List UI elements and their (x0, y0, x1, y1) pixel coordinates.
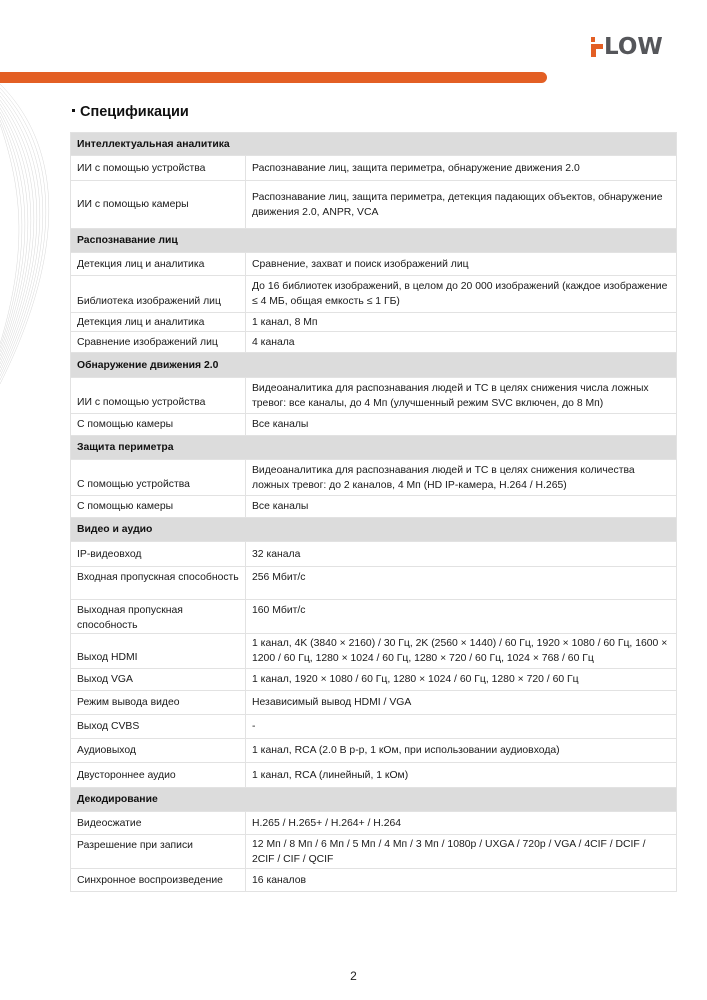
table-group-header (71, 788, 677, 812)
spec-label: Выходная пропускная способность (71, 600, 246, 634)
table-row (71, 313, 677, 332)
spec-label: Детекция лиц и аналитика (71, 253, 246, 276)
spec-label: Аудиовыход (71, 739, 246, 763)
spec-value: Все каналы (246, 496, 677, 518)
spec-value: 1 канал, 1920 × 1080 / 60 Гц, 1280 × 1024 / 60 Гц, 1280 × 720 / 60 Гц (246, 669, 677, 691)
table-group-header (71, 353, 677, 378)
table-row (71, 378, 677, 414)
spec-label: Синхронное воспроизведение (71, 869, 246, 892)
spec-value: 160 Мбит/с (246, 600, 677, 634)
table-row (71, 496, 677, 518)
spec-label: Разрешение при записи (71, 835, 246, 869)
table-row (71, 715, 677, 739)
spec-label: Выход VGA (71, 669, 246, 691)
spec-label: Выход CVBS (71, 715, 246, 739)
table-row (71, 812, 677, 835)
spec-value: 1 канал, 8 Мп (246, 313, 677, 332)
table-row (71, 181, 677, 229)
table-group-header (71, 133, 677, 156)
spec-value: 32 канала (246, 542, 677, 567)
table-row (71, 156, 677, 181)
spec-value: Все каналы (246, 414, 677, 436)
table-row (71, 414, 677, 436)
logo-f-mark-icon (591, 37, 603, 57)
spec-value: 16 каналов (246, 869, 677, 892)
logo-wordmark: LOW (604, 34, 663, 60)
header-accent-bar (0, 72, 547, 83)
table-row (71, 669, 677, 691)
spec-label: IP-видеовход (71, 542, 246, 567)
bullet-icon (72, 109, 75, 112)
table-row (71, 739, 677, 763)
spec-label: Режим вывода видео (71, 691, 246, 715)
spec-label: Входная пропускная способность (71, 567, 246, 600)
table-row (71, 763, 677, 788)
group-title: Видео и аудио (71, 518, 677, 542)
spec-value: 12 Мп / 8 Мп / 6 Мп / 5 Мп / 4 Мп / 3 Мп / 1080p / UXGA / 720p / VGA / 4CIF / DCIF / 2CIF / CIF / QCIF (246, 835, 677, 869)
spec-value: - (246, 715, 677, 739)
spec-value: 1 канал, 4K (3840 × 2160) / 30 Гц, 2K (2560 × 1440) / 60 Гц, 1920 × 1080 / 60 Гц, 1600 × 1200 / 60 Гц, 1280 × 1024 / 60 Гц, 1280 × 720 / 60 Гц, 1024 × 768 / 60 Гц (246, 634, 677, 669)
group-title: Декодирование (71, 788, 677, 812)
spec-label: ИИ с помощью устройства (71, 378, 246, 414)
spec-value: Распознавание лиц, защита периметра, обнаружение движения 2.0 (246, 156, 677, 181)
spec-label: С помощью камеры (71, 496, 246, 518)
group-title: Обнаружение движения 2.0 (71, 353, 677, 378)
spec-label: Детекция лиц и аналитика (71, 313, 246, 332)
spec-value: H.265 / H.265+ / H.264+ / H.264 (246, 812, 677, 835)
table-row (71, 542, 677, 567)
table-row (71, 276, 677, 313)
section-title-text: Спецификации (80, 104, 189, 120)
spec-value: До 16 библиотек изображений, в целом до 20 000 изображений (каждое изображение ≤ 4 МБ, общая емкость ≤ 1 ГБ) (246, 276, 677, 313)
group-title: Защита периметра (71, 436, 677, 460)
table-row (71, 253, 677, 276)
group-title: Распознавание лиц (71, 229, 677, 253)
spec-label: ИИ с помощью камеры (71, 181, 246, 229)
spec-value: Видеоаналитика для распознавания людей и ТС в целях снижения числа ложных тревог: все каналы, до 4 Мп (улучшенный режим SVC включен, до 8 Мп) (246, 378, 677, 414)
specifications-table (70, 132, 677, 892)
table-group-header (71, 229, 677, 253)
spec-value: Сравнение, захват и поиск изображений лиц (246, 253, 677, 276)
table-row (71, 460, 677, 496)
spec-label: Библиотека изображений лиц (71, 276, 246, 313)
table-row (71, 332, 677, 353)
spec-value: Видеоаналитика для распознавания людей и ТС в целях снижения количества ложных тревог: до 2 каналов, 4 Мп (HD IP-камера, H.264 / H.265) (246, 460, 677, 496)
table-row (71, 600, 677, 634)
spec-label: Двустороннее аудио (71, 763, 246, 788)
spec-label: ИИ с помощью устройства (71, 156, 246, 181)
section-title (72, 104, 189, 120)
table-row (71, 691, 677, 715)
spec-value: 4 канала (246, 332, 677, 353)
spec-label: Сравнение изображений лиц (71, 332, 246, 353)
spec-value: 256 Мбит/с (246, 567, 677, 600)
table-row (71, 567, 677, 600)
spec-value: 1 канал, RCA (линейный, 1 кОм) (246, 763, 677, 788)
group-title: Интеллектуальная аналитика (71, 133, 677, 156)
spec-label: С помощью устройства (71, 460, 246, 496)
table-group-header (71, 436, 677, 460)
spec-label: Видеосжатие (71, 812, 246, 835)
spec-value: Независимый вывод HDMI / VGA (246, 691, 677, 715)
spec-value: 1 канал, RCA (2.0 В p-p, 1 кОм, при использовании аудиовхода) (246, 739, 677, 763)
table-row (71, 869, 677, 892)
page-number: 2 (350, 969, 357, 983)
flow-logo (591, 33, 663, 60)
table-group-header (71, 518, 677, 542)
spec-label: Выход HDMI (71, 634, 246, 669)
spec-value: Распознавание лиц, защита периметра, детекция падающих объектов, обнаружение движения 2.0, ANPR, VCA (246, 181, 677, 229)
spec-label: С помощью камеры (71, 414, 246, 436)
table-row (71, 835, 677, 869)
table-row (71, 634, 677, 669)
